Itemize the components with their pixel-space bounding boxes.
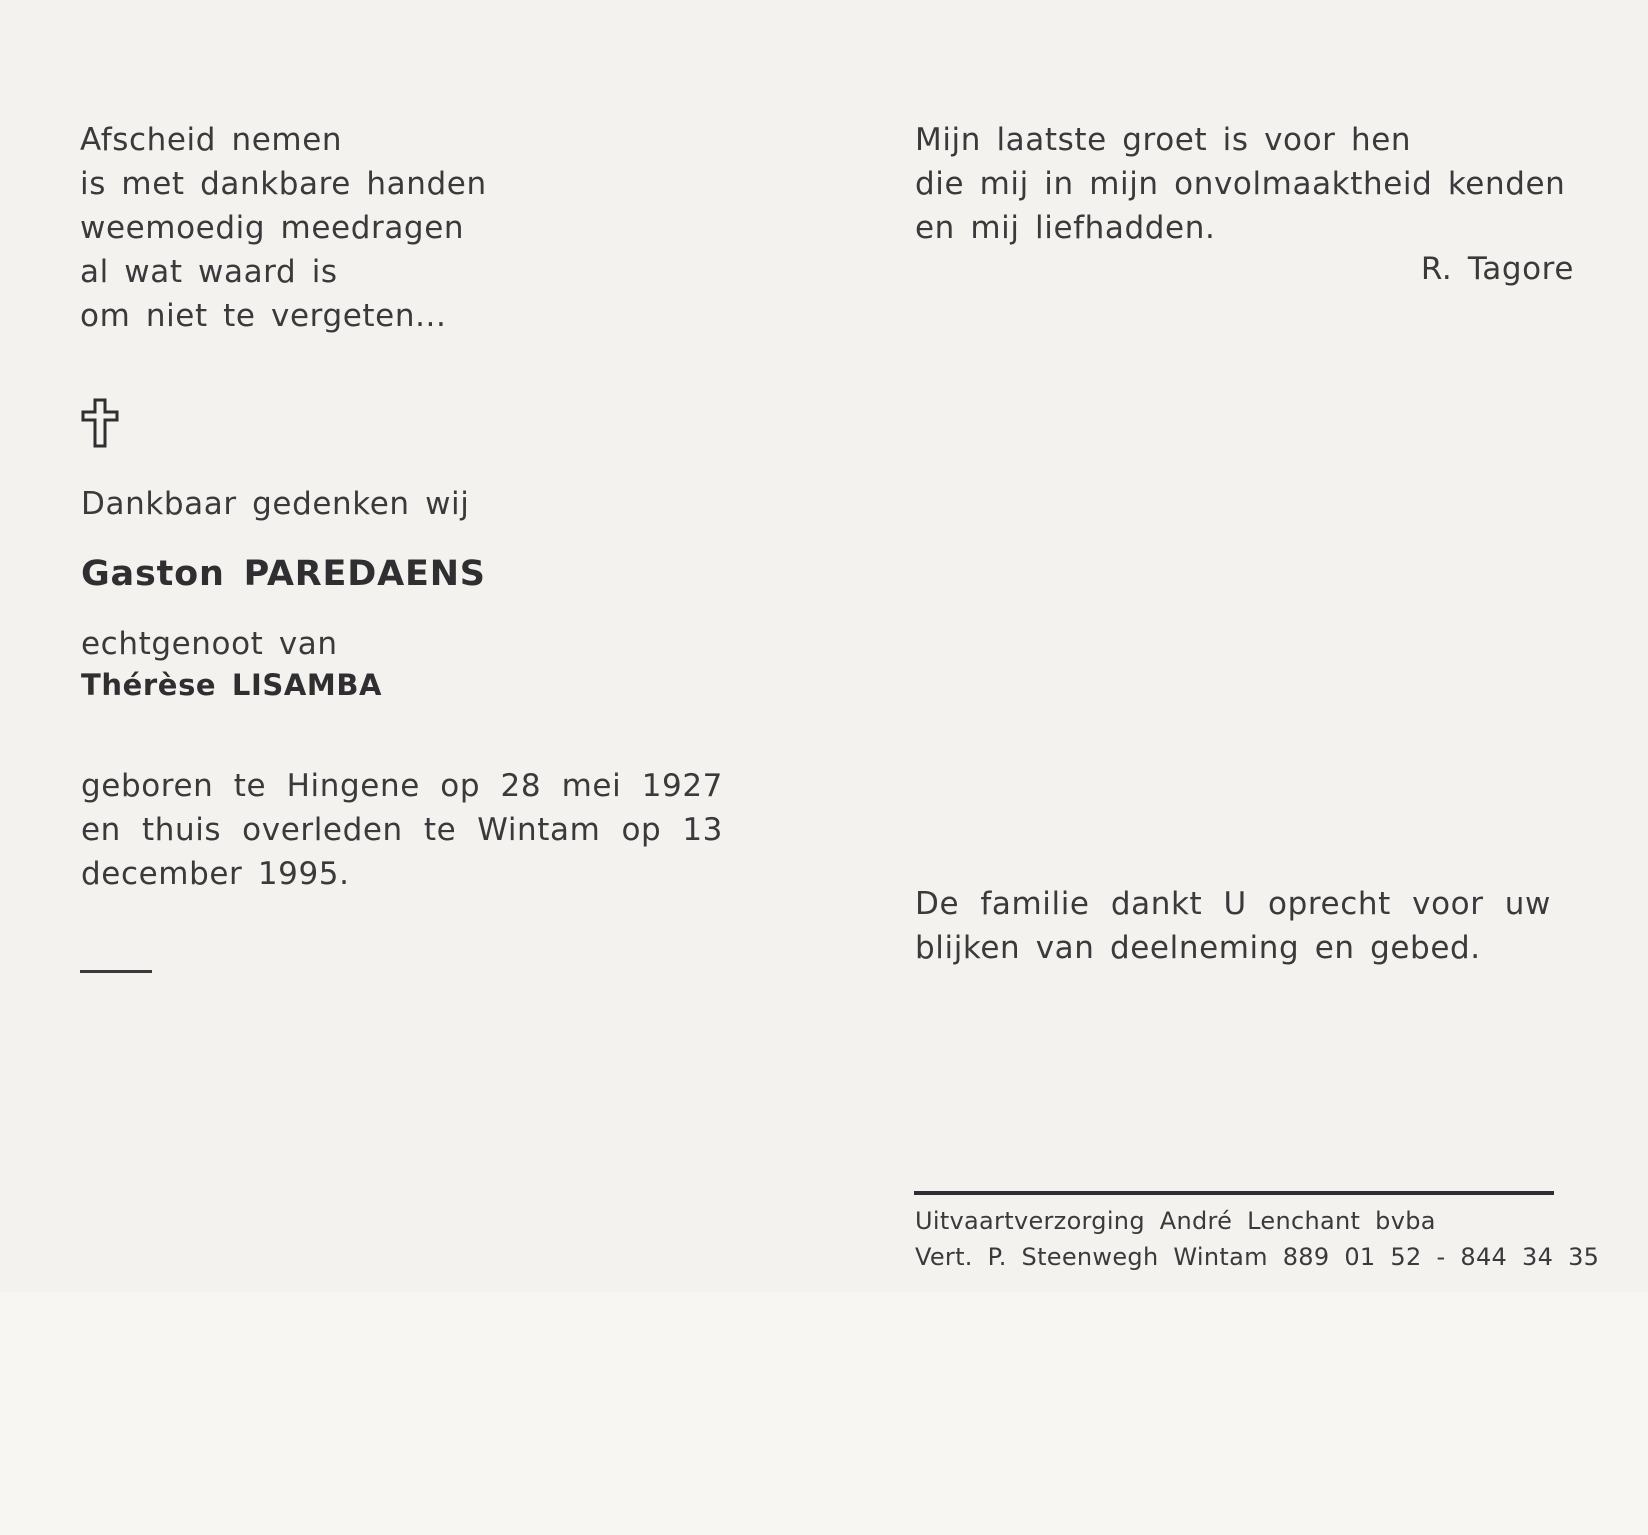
life-dates bbox=[81, 764, 723, 896]
verse-line: al wat waard is bbox=[80, 254, 338, 290]
divider-rule bbox=[80, 970, 152, 973]
undertaker-line: Uitvaartverzorging André Lenchant bvba bbox=[915, 1207, 1436, 1235]
verse-line: en mij liefhadden. bbox=[915, 210, 1216, 246]
verse-line: is met dankbare handen bbox=[80, 166, 487, 202]
thanks-line: blijken van deelneming en gebed. bbox=[915, 930, 1481, 966]
family-thanks bbox=[915, 882, 1551, 970]
verse-attribution: R. Tagore bbox=[1420, 251, 1574, 287]
undertaker-info bbox=[915, 1203, 1599, 1275]
life-dates-line: december 1995. bbox=[81, 856, 350, 892]
spouse-label: echtgenoot van bbox=[81, 626, 338, 662]
verse-line: die mij in mijn onvolmaaktheid kenden bbox=[915, 166, 1566, 202]
verse-line: Afscheid nemen bbox=[80, 122, 343, 158]
latin-cross-icon bbox=[80, 398, 120, 448]
life-dates-line: en thuis overleden te Wintam op 13 bbox=[81, 812, 723, 848]
undertaker-line: Vert. P. Steenwegh Wintam 889 01 52 - 844 34 35 bbox=[915, 1243, 1600, 1271]
right-verse bbox=[915, 118, 1565, 250]
spouse-name: Thérèse LISAMBA bbox=[81, 668, 383, 702]
deceased-name: Gaston PAREDAENS bbox=[81, 554, 486, 594]
scan-background bbox=[0, 1292, 1648, 1535]
right-page bbox=[824, 0, 1648, 1292]
verse-line: om niet te vergeten... bbox=[80, 298, 447, 334]
left-page bbox=[0, 0, 824, 1292]
life-dates-line: geboren te Hingene op 28 mei 1927 bbox=[81, 768, 723, 804]
footer-rule bbox=[914, 1191, 1554, 1195]
remembrance-text: Dankbaar gedenken wij bbox=[81, 486, 470, 522]
left-verse bbox=[80, 118, 487, 338]
thanks-line: De familie dankt U oprecht voor uw bbox=[915, 886, 1551, 922]
verse-line: Mijn laatste groet is voor hen bbox=[915, 122, 1412, 158]
verse-line: weemoedig meedragen bbox=[80, 210, 465, 246]
